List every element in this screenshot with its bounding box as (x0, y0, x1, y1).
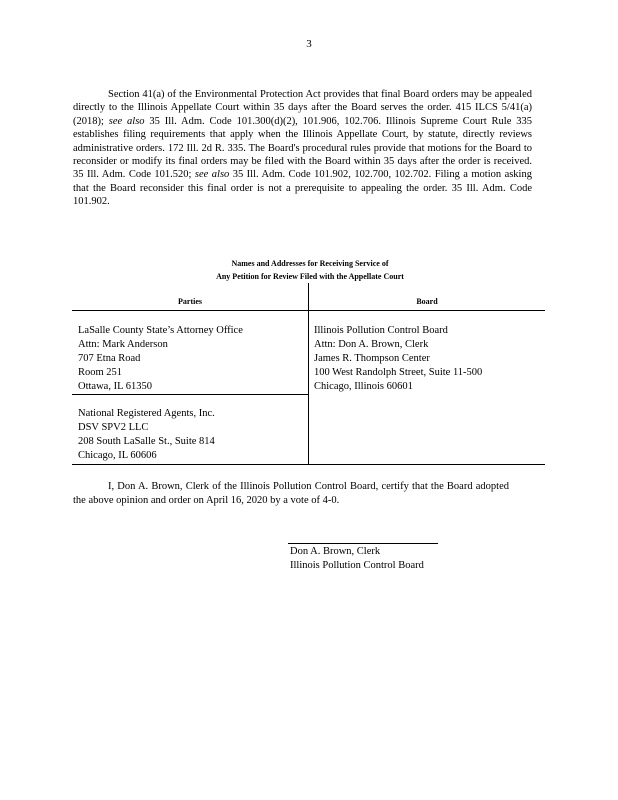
signature-line (288, 543, 438, 544)
address-line: 100 West Randolph Street, Suite 11-500 (314, 367, 483, 378)
address-line: DSV SPV2 LLC (78, 422, 149, 433)
address-line: Chicago, IL 60606 (78, 450, 157, 461)
address-line: Room 251 (78, 367, 123, 378)
board-column-header: Board (416, 297, 438, 306)
address-line: LaSalle County State’s Attorney Office (78, 325, 243, 336)
address-line: Attn: Mark Anderson (78, 339, 168, 350)
paragraph-text-3: 35 Ill. Adm. Code 101.902, 102.700, 102.702. Filing a motion asking that the Board reconsider this final order is not a prerequisite to appealing the order. 35 Ill. Adm. Code 101.902. (73, 169, 532, 208)
see-also-citation-signal: see also (194, 169, 230, 181)
table-header-rule (72, 310, 545, 311)
address-line: 208 South LaSalle St., Suite 814 (78, 436, 215, 447)
parties-column-header: Parties (178, 297, 202, 306)
table-row-divider (72, 394, 308, 395)
signer-organization: Illinois Pollution Control Board (290, 560, 424, 571)
address-line: Ottawa, IL 61350 (78, 381, 152, 392)
address-line: James R. Thompson Center (314, 353, 430, 364)
party-address-nra (78, 407, 215, 463)
address-line: Illinois Pollution Control Board (314, 325, 448, 336)
address-line: 707 Etna Road (78, 353, 141, 364)
board-address (314, 324, 482, 394)
caption-line-1: Names and Addresses for Receiving Service of (231, 259, 389, 268)
see-also-citation-signal: see also (108, 115, 145, 127)
table-bottom-rule (72, 464, 545, 465)
party-address-lasalle (78, 324, 243, 394)
address-line: Attn: Don A. Brown, Clerk (314, 339, 429, 350)
clerk-certification: I, Don A. Brown, Clerk of the Illinois Pollution Control Board, certify that the Board adopted the above opinion and order on April 16, 2020 by a vote of 4-0. (73, 481, 509, 506)
appeal-rights-paragraph (73, 88, 532, 209)
signature-block (290, 545, 424, 573)
signer-name: Don A. Brown, Clerk (290, 546, 381, 557)
page-number: 3 (306, 38, 312, 50)
address-line: National Registered Agents, Inc. (78, 408, 215, 419)
service-table-caption (160, 257, 460, 283)
paragraph-text-1: Section 41(a) of the Environmental Protection Act provides that final Board orders may be appealed directly to the Illinois Appellate Court within 35 days after the Board serves the order. 415 ILCS 5/41(a) (2018); (73, 89, 532, 127)
service-table (72, 283, 545, 465)
address-line: Chicago, Illinois 60601 (314, 381, 413, 392)
paragraph-text-2: 35 Ill. Adm. Code 101.300(d)(2), 101.906, 102.706. Illinois Supreme Court Rule 335 establishes filing requirements that apply when the Illinois Appellate Court, by statute, directly reviews administrative orders. 172 Ill. 2d R. 335. The Board's procedural rules provide that motions for the Board to reconsider or modify its final orders may be filed with the Board within 35 days after the order is received. 35 Ill. Adm. Code 101.520; (73, 115, 532, 181)
caption-line-2: Any Petition for Review Filed with the Appellate Court (216, 272, 404, 281)
